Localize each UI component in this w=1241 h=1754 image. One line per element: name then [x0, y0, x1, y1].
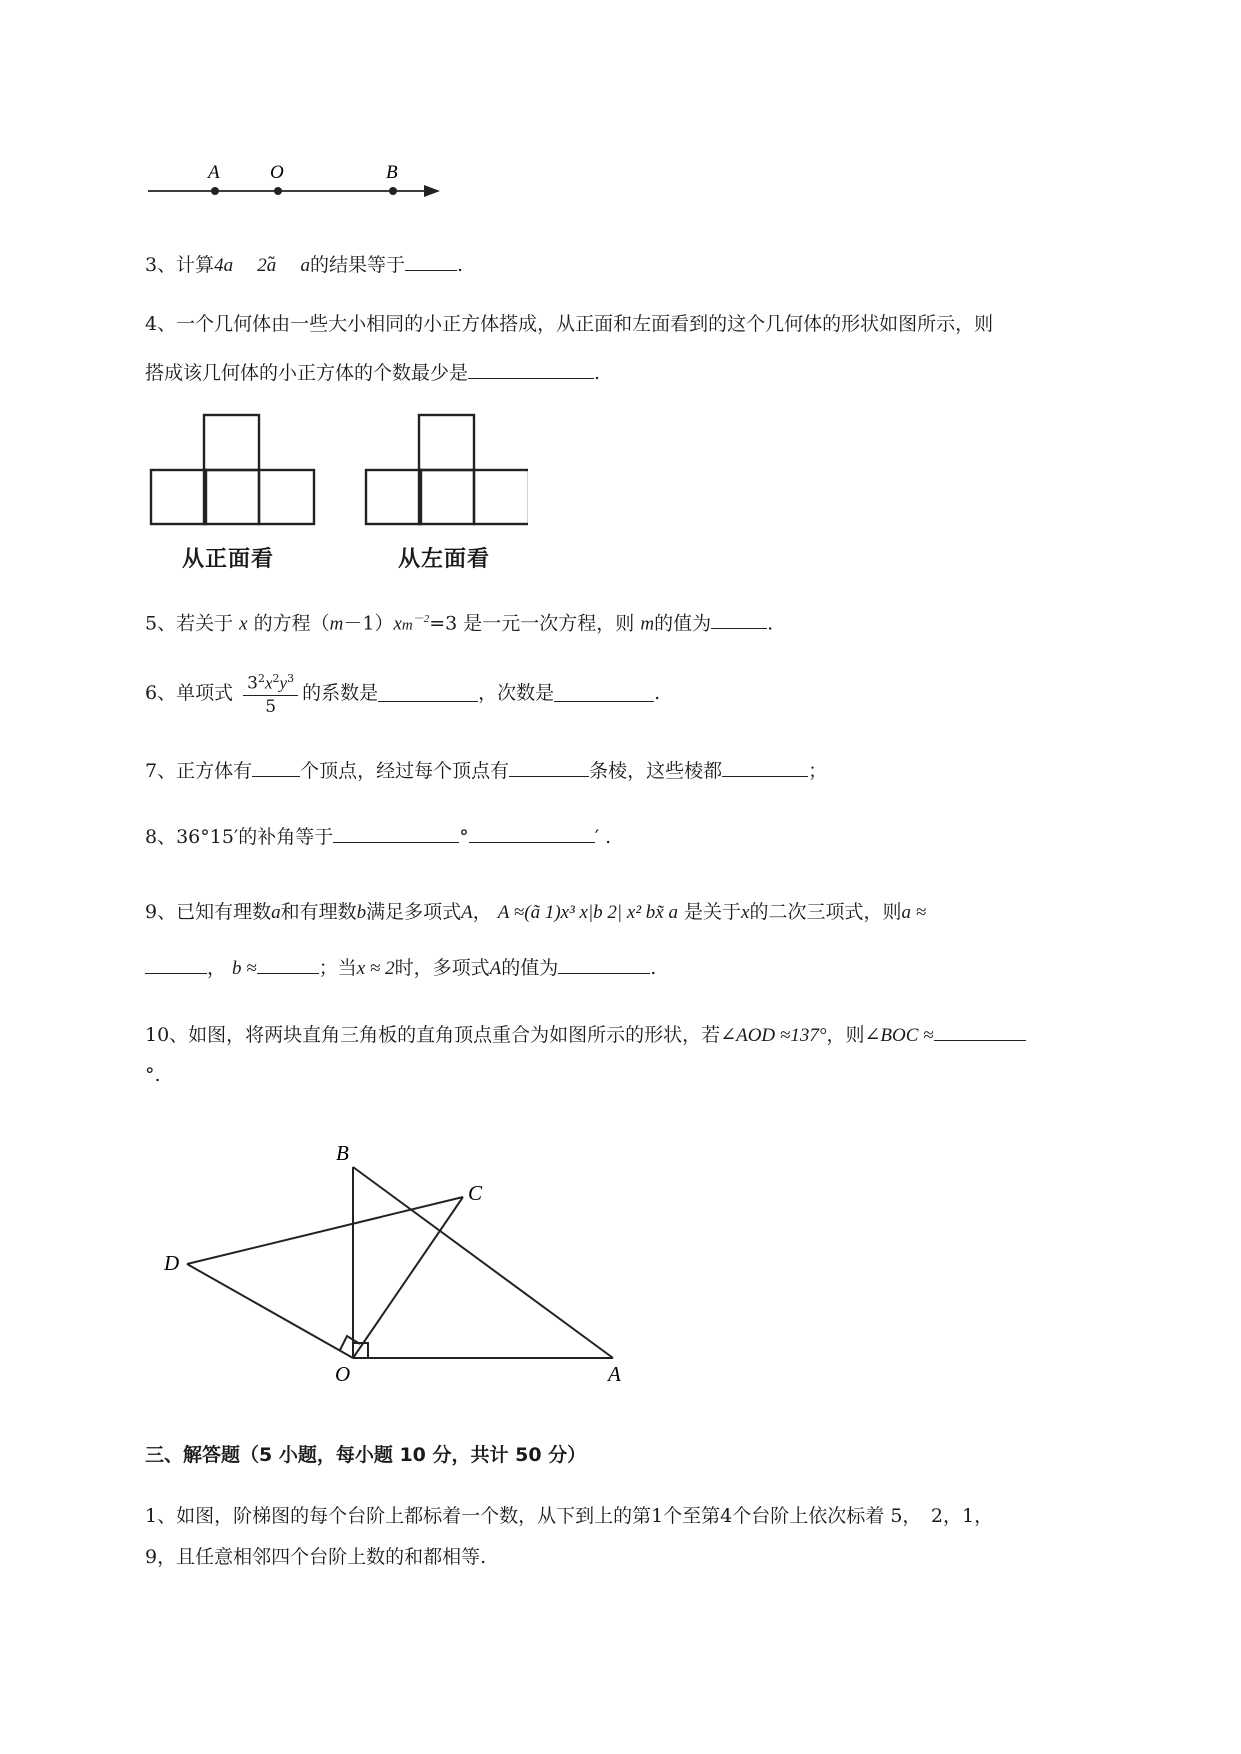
number-line: [140, 158, 450, 208]
right-angle-mark-2: [340, 1336, 360, 1350]
segment-oc: [353, 1197, 463, 1358]
point-a: [211, 187, 219, 195]
label-o: O: [270, 162, 284, 183]
degree-blank[interactable]: [333, 824, 459, 843]
polynomial-value-blank[interactable]: [558, 955, 650, 974]
point-o: [274, 187, 282, 195]
cube-views-figure: [148, 412, 528, 527]
question-7: 7、正方体有 个顶点，经过每个顶点有 条棱，这些棱都 ；: [145, 760, 828, 782]
solution-1-line2: 9，且任意相邻四个台阶上数的和都相等.: [145, 1546, 487, 1568]
edge-count-blank[interactable]: [509, 758, 589, 777]
label-d: D: [164, 1251, 180, 1275]
a-value-blank[interactable]: [145, 955, 207, 974]
answer-blank[interactable]: [711, 610, 767, 629]
angle-blank[interactable]: [934, 1022, 1026, 1041]
left-view: [366, 415, 528, 524]
label-b: B: [386, 162, 398, 183]
label-o: O: [335, 1362, 351, 1385]
edge-relation-blank[interactable]: [722, 758, 808, 777]
segment-ba: [353, 1167, 613, 1358]
question-4-line2: 搭成该几何体的小正方体的个数最少是 .: [145, 362, 601, 384]
segment-do: [187, 1264, 353, 1358]
question-10-line1: 10、如图，将两块直角三角板的直角顶点重合为如图所示的形状，若∠AOD ≈137°，则∠BOC ≈: [145, 1022, 1026, 1048]
label-a: A: [608, 1362, 621, 1385]
question-8: 8、36°15′的补角等于 ° ′ .: [145, 826, 612, 848]
caption-left-view: 从左面看: [398, 547, 491, 572]
solution-1-line1: 1、如图，阶梯图的每个台阶上都标着一个数，从下到上的第1个至第4个台阶上依次标着 5， 2，1，: [145, 1505, 994, 1527]
caption-front-view: 从正面看: [182, 547, 275, 572]
b-value-blank[interactable]: [257, 955, 319, 974]
label-a: A: [208, 162, 220, 183]
answer-blank[interactable]: [405, 252, 457, 271]
minute-blank[interactable]: [469, 824, 595, 843]
segment-dc: [187, 1197, 463, 1264]
vertex-blank[interactable]: [252, 758, 300, 777]
point-b: [389, 187, 397, 195]
answer-blank[interactable]: [468, 360, 594, 379]
question-4-line1: 4、一个几何体由一些大小相同的小正方体搭成，从正面和左面看到的这个几何体的形状如图所示，则: [145, 313, 994, 335]
section-3-heading: 三、解答题（5 小题，每小题 10 分，共计 50 分）: [145, 1444, 587, 1466]
question-6: 6、单项式 $\frac{3^2x^2y^3}{5}$ 的系数是 ，次数是 .: [145, 668, 660, 718]
degree-blank[interactable]: [554, 683, 654, 702]
question-9-line2: ， b ≈ ；当x ≈ 2时，多项式A的值为 .: [145, 955, 656, 981]
question-9-line1: 9、已知有理数a和有理数b满足多项式A， A ≈(ã 1)x³ x|b 2| x² bx̃ a 是关于x的二次三项式，则a ≈: [145, 901, 927, 923]
front-view: [151, 415, 314, 524]
label-c: C: [468, 1181, 483, 1205]
question-3: 3、计算4a 2ã a的结果等于 .: [145, 254, 463, 276]
label-b: B: [336, 1141, 349, 1165]
coefficient-blank[interactable]: [378, 683, 478, 702]
question-5: 5、若关于 x 的方程$(m-1)xm^{-2}=3$ 是一元一次方程，则 m的值为 .: [145, 612, 774, 635]
monomial-fraction: $\frac{3^2x^2y^3}{5}$: [243, 668, 298, 718]
question-10-line2: °.: [145, 1064, 161, 1086]
triangle-figure: [150, 1140, 640, 1385]
